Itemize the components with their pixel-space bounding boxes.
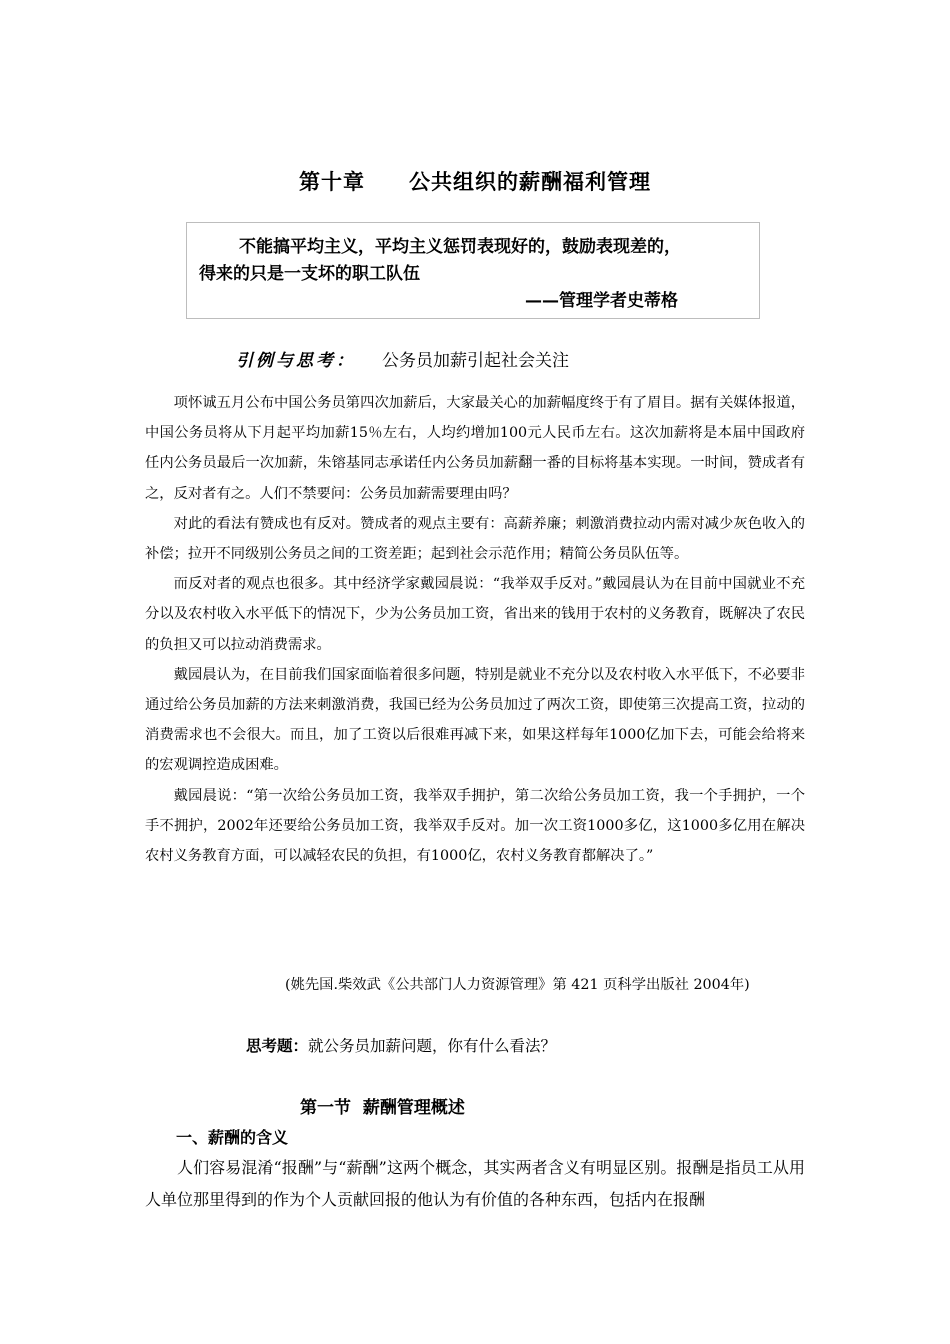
epigraph-line-2: 得来的只是一支坏的职工队伍: [199, 264, 420, 284]
epigraph-box: [186, 222, 760, 319]
chapter-title: [0, 166, 950, 196]
case-article: [145, 388, 805, 871]
case-source: [145, 970, 805, 1000]
discussion-question: [246, 1034, 556, 1056]
epigraph-attribution: ——管理学者史蒂格: [525, 291, 678, 311]
case-paragraph-5: 戴园晨说：“第一次给公务员加工资，我举双手拥护，第二次给公务员加工资，我一个手拥护，一个手不拥护，2002年还要给公务员加工资，我举双手反对。加一次工资1000多亿，这1000多亿用在解决农村义务教育方面，可以减轻农民的负担，有1000亿，农村义务教育都解决了。”: [145, 787, 805, 865]
case-topic: 公务员加薪引起社会关注: [382, 351, 569, 371]
case-label: 引例与思考：: [236, 351, 356, 371]
chapter-name: 公共组织的薪酬福利管理: [409, 170, 651, 194]
epigraph-line-1: 不能搞平均主义，平均主义惩罚表现好的，鼓励表现差的，: [239, 237, 681, 257]
chapter-number: 第十章: [299, 170, 365, 194]
question-label: 思考题：: [246, 1037, 309, 1055]
case-paragraph-3: 而反对者的观点也很多。其中经济学家戴园晨说：“我举双手反对。”戴园晨认为在目前中国就业不充分以及农村收入水平低下的情况下，少为公务员加工资，省出来的钱用于农村的义务教育，既解决了农民的负担又可以拉动消费需求。: [145, 576, 805, 653]
case-paragraph-4: 戴园晨认为，在目前我们国家面临着很多问题，特别是就业不充分以及农村收入水平低下，不必要非通过给公务员加薪的方法来刺激消费，我国已经为公务员加过了两次工资，即使第三次提高工资，拉动的消费需求也不会很大。而且，加了工资以后很难再减下来，如果这样每年1000亿加下去，可能会给将来的宏观调控造成困难。: [145, 666, 805, 774]
source-citation: (姚先国.柴效武《公共部门人力资源管理》第 421 页科学出版社 2004年): [285, 977, 750, 993]
section-title: 第一节 薪酬管理概述: [300, 1098, 465, 1118]
subsection-title: 一、薪酬的含义: [176, 1128, 289, 1147]
case-paragraph-2: 对此的看法有赞成也有反对。赞成者的观点主要有：高薪养廉；刺激消费拉动内需对减少灰色收入的补偿；拉开不同级别公务员之间的工资差距；起到社会示范作用；精简公务员队伍等。: [145, 515, 805, 563]
case-heading: [236, 346, 569, 371]
section-body: [145, 1152, 805, 1216]
section-paragraph: 人们容易混淆“报酬”与“薪酬”这两个概念，其实两者含义有明显区别。报酬是指员工从用人单位那里得到的作为个人贡献回报的他认为有价值的各种东西，包括内在报酬: [145, 1158, 805, 1209]
case-paragraph-1: 项怀诚五月公布中国公务员第四次加薪后，大家最关心的加薪幅度终于有了眉目。据有关媒体报道，中国公务员将从下月起平均加薪15％左右，人均约增加100元人民币左右。这次加薪将是本届中国政府任内公务员最后一次加薪，朱镕基同志承诺任内公务员加薪翻一番的目标将基本实现。一时间，赞成者有之，反对者有之。人们不禁要问：公务员加薪需要理由吗？: [145, 395, 805, 502]
question-text: 就公务员加薪问题，你有什么看法？: [308, 1037, 557, 1055]
